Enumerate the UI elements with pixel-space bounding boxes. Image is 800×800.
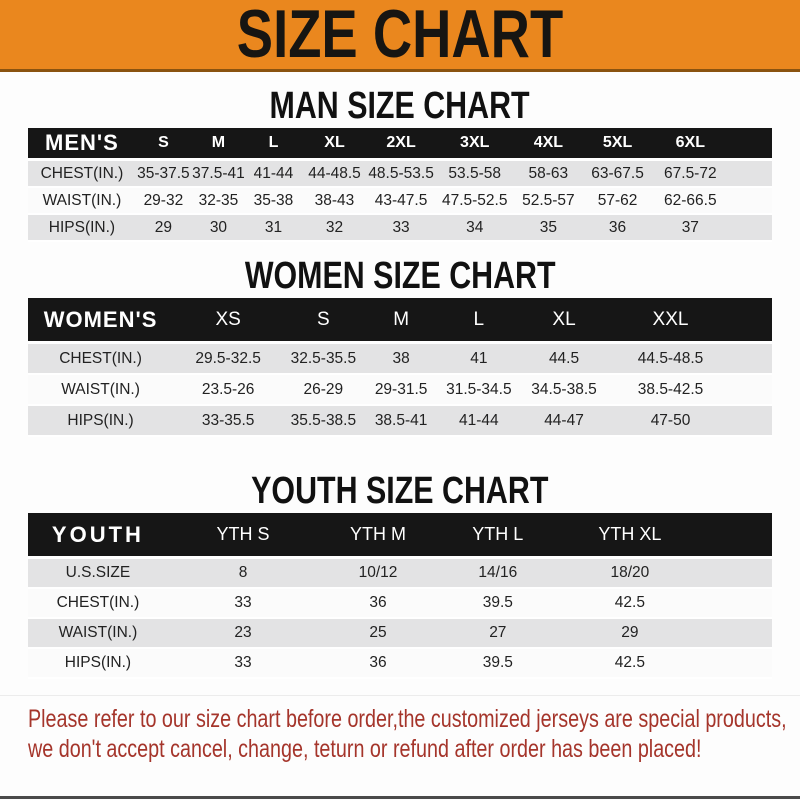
table-cell: 23.5-26 — [173, 374, 283, 405]
row-label: HIPS(IN.) — [28, 214, 136, 241]
column-header: 2XL — [368, 128, 434, 160]
column-header: S — [136, 128, 191, 160]
table-cell: 34 — [434, 214, 515, 241]
table-cell: 36 — [318, 588, 438, 618]
table-cell: 27 — [438, 618, 558, 648]
table-cell: 42.5 — [558, 648, 772, 678]
table-cell: 44-47 — [519, 405, 609, 436]
table-cell: 14/16 — [438, 558, 558, 589]
column-header: 6XL — [654, 128, 772, 160]
column-header: XS — [173, 298, 283, 343]
table-cell: 39.5 — [438, 648, 558, 678]
men-section — [0, 84, 800, 242]
column-header: L — [439, 298, 519, 343]
men-header-row — [28, 128, 772, 160]
table-cell: 41 — [439, 343, 519, 375]
table-cell: 32 — [301, 214, 368, 241]
table-row — [28, 187, 772, 214]
table-cell: 25 — [318, 618, 438, 648]
table-cell: 39.5 — [438, 588, 558, 618]
column-header: YTH S — [168, 513, 318, 558]
table-cell: 23 — [168, 618, 318, 648]
row-label: CHEST(IN.) — [28, 343, 173, 375]
men-table-corner-label: MEN'S — [28, 128, 136, 160]
table-cell: 31 — [246, 214, 301, 241]
table-cell: 18/20 — [558, 558, 772, 589]
men-section-heading — [0, 84, 800, 128]
table-cell: 62-66.5 — [654, 187, 772, 214]
table-cell: 42.5 — [558, 588, 772, 618]
column-header: XXL — [609, 298, 772, 343]
column-header: 4XL — [515, 128, 581, 160]
disclaimer — [0, 695, 800, 764]
table-cell: 37.5-41 — [191, 160, 246, 188]
column-header: XL — [301, 128, 368, 160]
table-cell: 36 — [581, 214, 653, 241]
table-row — [28, 160, 772, 188]
table-row — [28, 214, 772, 241]
table-cell: 29 — [136, 214, 191, 241]
table-cell: 41-44 — [246, 160, 301, 188]
table-row — [28, 588, 772, 618]
table-cell: 44.5-48.5 — [609, 343, 772, 375]
youth-section-heading — [0, 469, 800, 513]
banner — [0, 0, 800, 72]
women-section-heading-text: WOMEN SIZE CHART — [244, 255, 556, 297]
column-header: YTH M — [318, 513, 438, 558]
column-header: 3XL — [434, 128, 515, 160]
table-cell: 33 — [368, 214, 434, 241]
table-cell: 32-35 — [191, 187, 246, 214]
table-cell: 30 — [191, 214, 246, 241]
table-cell: 8 — [168, 558, 318, 589]
table-cell: 38-43 — [301, 187, 368, 214]
row-label: HIPS(IN.) — [28, 648, 168, 678]
row-label: WAIST(IN.) — [28, 618, 168, 648]
table-cell: 38 — [364, 343, 439, 375]
table-row — [28, 648, 772, 678]
table-cell: 35-38 — [246, 187, 301, 214]
row-label: HIPS(IN.) — [28, 405, 173, 436]
table-cell: 33 — [168, 648, 318, 678]
table-row — [28, 618, 772, 648]
youth-section — [0, 469, 800, 679]
disclaimer-line-2: we don't accept cancel, change, teturn or refund after order has been placed! — [28, 735, 702, 763]
row-label: WAIST(IN.) — [28, 187, 136, 214]
table-cell: 35 — [515, 214, 581, 241]
table-cell: 44.5 — [519, 343, 609, 375]
column-header: M — [364, 298, 439, 343]
table-cell: 38.5-42.5 — [609, 374, 772, 405]
table-cell: 10/12 — [318, 558, 438, 589]
table-cell: 29.5-32.5 — [173, 343, 283, 375]
table-row — [28, 558, 772, 589]
youth-table-corner-label: YOUTH — [28, 513, 168, 558]
women-section — [0, 254, 800, 437]
column-header: S — [283, 298, 363, 343]
page-title: SIZE CHART — [236, 0, 564, 72]
table-cell: 48.5-53.5 — [368, 160, 434, 188]
table-cell: 32.5-35.5 — [283, 343, 363, 375]
table-cell: 29 — [558, 618, 772, 648]
table-row — [28, 374, 772, 405]
table-cell: 53.5-58 — [434, 160, 515, 188]
men-section-heading-text: MAN SIZE CHART — [269, 85, 531, 127]
table-cell: 29-32 — [136, 187, 191, 214]
youth-header-row — [28, 513, 772, 558]
table-cell: 37 — [654, 214, 772, 241]
row-label: WAIST(IN.) — [28, 374, 173, 405]
column-header: YTH L — [438, 513, 558, 558]
table-cell: 47-50 — [609, 405, 772, 436]
table-cell: 47.5-52.5 — [434, 187, 515, 214]
table-cell: 63-67.5 — [581, 160, 653, 188]
column-header: XL — [519, 298, 609, 343]
row-label: CHEST(IN.) — [28, 588, 168, 618]
table-cell: 38.5-41 — [364, 405, 439, 436]
column-header: 5XL — [581, 128, 653, 160]
table-cell: 35.5-38.5 — [283, 405, 363, 436]
men-size-table — [28, 128, 772, 242]
youth-size-table — [28, 513, 772, 679]
disclaimer-line-1: Please refer to our size chart before order,the customized jerseys are special products, — [28, 705, 787, 733]
table-cell: 57-62 — [581, 187, 653, 214]
table-cell: 58-63 — [515, 160, 581, 188]
table-cell: 34.5-38.5 — [519, 374, 609, 405]
table-cell: 44-48.5 — [301, 160, 368, 188]
table-cell: 36 — [318, 648, 438, 678]
table-cell: 67.5-72 — [654, 160, 772, 188]
table-cell: 31.5-34.5 — [439, 374, 519, 405]
row-label: U.S.SIZE — [28, 558, 168, 589]
table-row — [28, 343, 772, 375]
column-header: YTH XL — [558, 513, 772, 558]
table-cell: 41-44 — [439, 405, 519, 436]
women-header-row — [28, 298, 772, 343]
bottom-border-bar — [0, 796, 800, 799]
women-section-heading — [0, 254, 800, 298]
table-cell: 43-47.5 — [368, 187, 434, 214]
table-cell: 33 — [168, 588, 318, 618]
table-cell: 29-31.5 — [364, 374, 439, 405]
column-header: L — [246, 128, 301, 160]
row-label: CHEST(IN.) — [28, 160, 136, 188]
women-size-table — [28, 298, 772, 437]
table-cell: 35-37.5 — [136, 160, 191, 188]
youth-section-heading-text: YOUTH SIZE CHART — [251, 470, 549, 512]
table-cell: 52.5-57 — [515, 187, 581, 214]
women-table-corner-label: WOMEN'S — [28, 298, 173, 343]
table-cell: 26-29 — [283, 374, 363, 405]
table-cell: 33-35.5 — [173, 405, 283, 436]
table-row — [28, 405, 772, 436]
column-header: M — [191, 128, 246, 160]
